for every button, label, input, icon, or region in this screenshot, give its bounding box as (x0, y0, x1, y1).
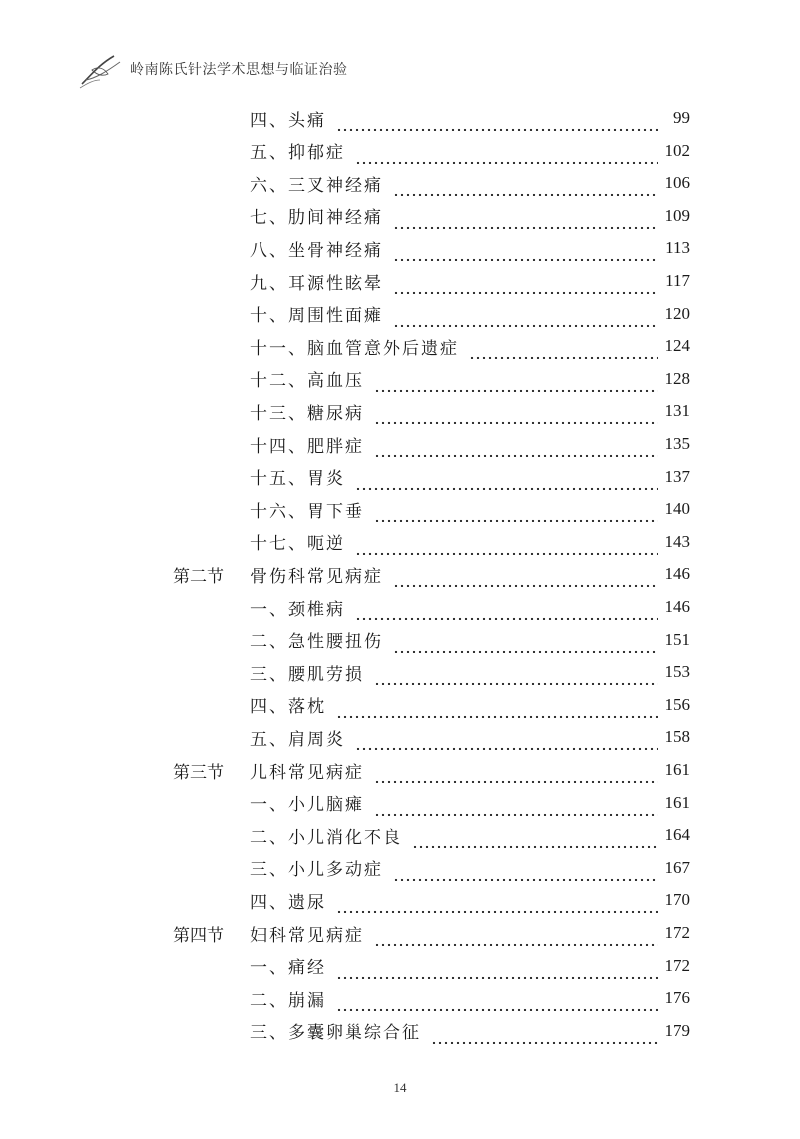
toc-page-number: 117 (665, 271, 690, 290)
dot-leader (355, 138, 658, 164)
toc-entry-title: 三、小儿多动症 (250, 860, 383, 881)
dot-leader (393, 268, 658, 294)
toc-entry-row[interactable] (250, 464, 690, 490)
toc-entry-title: 三、多囊卵巢综合征 (250, 1023, 421, 1044)
toc-entry-row[interactable] (250, 431, 690, 457)
dot-leader (374, 496, 658, 522)
toc-entry-title: 十六、胃下垂 (250, 501, 364, 522)
toc-section-row[interactable] (173, 561, 690, 587)
toc-entry-title: 五、肩周炎 (250, 729, 345, 750)
dot-leader (393, 855, 658, 881)
dot-leader (355, 724, 658, 750)
toc-entry-title: 四、头痛 (250, 110, 326, 131)
toc-entry-title: 一、小儿脑瘫 (250, 795, 364, 816)
toc-entry-row[interactable] (250, 985, 690, 1011)
toc-entry-title: 三、腰肌劳损 (250, 664, 364, 685)
toc-page-number: 128 (664, 368, 690, 388)
dot-leader (374, 366, 658, 392)
toc-page-number: 167 (664, 857, 690, 877)
toc-page-number: 109 (664, 205, 690, 225)
toc-entry-title: 十、周围性面瘫 (250, 306, 383, 327)
toc-page-number: 158 (664, 727, 690, 747)
toc-page-number: 106 (664, 173, 690, 193)
toc-entry-row[interactable] (250, 366, 690, 392)
toc-entry-title: 十二、高血压 (250, 371, 364, 392)
toc-entry-title: 四、落枕 (250, 697, 326, 718)
dot-leader (469, 333, 658, 359)
toc-page-number: 143 (664, 531, 690, 551)
toc-page-number: 153 (664, 662, 690, 682)
dot-leader (393, 301, 658, 327)
toc-page-number: 131 (664, 401, 690, 421)
toc-page-number: 137 (664, 466, 690, 486)
toc-entry-row[interactable] (250, 235, 690, 261)
toc-entry-title: 八、坐骨神经痛 (250, 240, 383, 261)
dot-leader (374, 398, 658, 424)
toc-entry-title: 十七、呃逆 (250, 534, 345, 555)
toc-entry-title: 妇科常见病症 (250, 925, 364, 946)
dot-leader (374, 659, 658, 685)
toc-entry-title: 十一、脑血管意外后遗症 (250, 338, 459, 359)
toc-entry-title: 一、颈椎病 (250, 599, 345, 620)
dot-leader (355, 529, 658, 555)
toc-entry-row[interactable] (250, 724, 690, 750)
toc-entry-row[interactable] (250, 203, 690, 229)
dot-leader (374, 790, 658, 816)
toc-entry-row[interactable] (250, 692, 690, 718)
page-number: 14 (393, 1080, 407, 1095)
toc-entry-row[interactable] (250, 268, 690, 294)
toc-page-number: 146 (664, 564, 690, 584)
dot-leader (336, 985, 658, 1011)
toc-entry-title: 一、痛经 (250, 958, 326, 979)
toc-entry-row[interactable] (250, 333, 690, 359)
toc-entry-row[interactable] (250, 627, 690, 653)
dot-leader (393, 203, 658, 229)
dot-leader (393, 170, 658, 196)
toc-entry-title: 十四、肥胖症 (250, 436, 364, 457)
toc-page-number: 176 (664, 988, 690, 1008)
toc-entry-title: 二、崩漏 (250, 990, 326, 1011)
toc-entry-row[interactable] (250, 887, 690, 913)
toc-page-number: 120 (664, 303, 690, 323)
toc-entry-row[interactable] (250, 855, 690, 881)
toc-entry-row[interactable] (250, 496, 690, 522)
toc-entry-title: 十五、胃炎 (250, 469, 345, 490)
dot-leader (336, 105, 658, 131)
toc-page-number: 172 (664, 923, 690, 942)
section-label: 第二节 (173, 566, 224, 587)
toc-entry-title: 四、遗尿 (250, 892, 326, 913)
dot-leader (431, 1018, 658, 1044)
toc-entry-row[interactable] (250, 594, 690, 620)
toc-entry-title: 二、急性腰扭伤 (250, 632, 383, 653)
toc-entry-row[interactable] (250, 822, 690, 848)
toc-entry-row[interactable] (250, 138, 690, 164)
toc-entry-title: 十三、糖尿病 (250, 403, 364, 424)
dot-leader (355, 464, 658, 490)
toc-page-number: 156 (664, 694, 690, 714)
dot-leader (374, 757, 658, 783)
dot-leader (355, 594, 658, 620)
toc-entry-title: 二、小儿消化不良 (250, 827, 402, 848)
toc-entry-row[interactable] (250, 790, 690, 816)
toc-page-number: 164 (664, 825, 690, 845)
toc-section-row[interactable] (173, 920, 690, 946)
toc-page-number: 172 (664, 955, 690, 975)
dot-leader (374, 431, 658, 457)
toc-page-number: 140 (664, 499, 690, 519)
brush-logo-icon (78, 50, 128, 90)
dot-leader (336, 887, 658, 913)
toc-page-number: 170 (664, 890, 690, 910)
dot-leader (336, 692, 658, 718)
toc-page-number: 161 (664, 760, 690, 779)
toc-entry-row[interactable] (250, 105, 690, 131)
toc-entry-title: 九、耳源性眩晕 (250, 273, 383, 294)
toc-entry-row[interactable] (250, 398, 690, 424)
toc-entry-row[interactable] (250, 301, 690, 327)
toc-page-number: 146 (664, 597, 690, 616)
toc-entry-title: 七、肋间神经痛 (250, 208, 383, 229)
header-title: 岭南陈氏针法学术思想与临证治验 (130, 62, 348, 78)
toc-entry-row[interactable] (250, 529, 690, 555)
toc-entry-row[interactable] (250, 953, 690, 979)
toc-page-number: 161 (664, 792, 690, 812)
toc-entry-title: 六、三叉神经痛 (250, 175, 383, 196)
dot-leader (336, 953, 658, 979)
toc-entry-row[interactable] (250, 1018, 690, 1044)
toc-entry-title: 骨伤科常见病症 (250, 566, 383, 587)
dot-leader (412, 822, 658, 848)
toc-page-number: 124 (664, 336, 690, 356)
section-label: 第三节 (173, 762, 224, 783)
toc-entry-row[interactable] (250, 659, 690, 685)
dot-leader (393, 561, 658, 587)
toc-entry-row[interactable] (250, 170, 690, 196)
toc-entry-title: 儿科常见病症 (250, 762, 364, 783)
dot-leader (393, 235, 658, 261)
toc-page-number: 113 (665, 238, 690, 258)
section-label: 第四节 (173, 925, 224, 946)
toc-section-row[interactable] (173, 757, 690, 783)
toc-page-number: 151 (664, 629, 690, 649)
toc-page-number: 99 (673, 108, 690, 127)
toc-page-number: 135 (664, 434, 690, 453)
toc-page-number: 102 (664, 140, 690, 160)
dot-leader (374, 920, 658, 946)
toc-page-number: 179 (664, 1020, 690, 1040)
toc-entry-title: 五、抑郁症 (250, 143, 345, 164)
running-header (78, 50, 718, 90)
dot-leader (393, 627, 658, 653)
